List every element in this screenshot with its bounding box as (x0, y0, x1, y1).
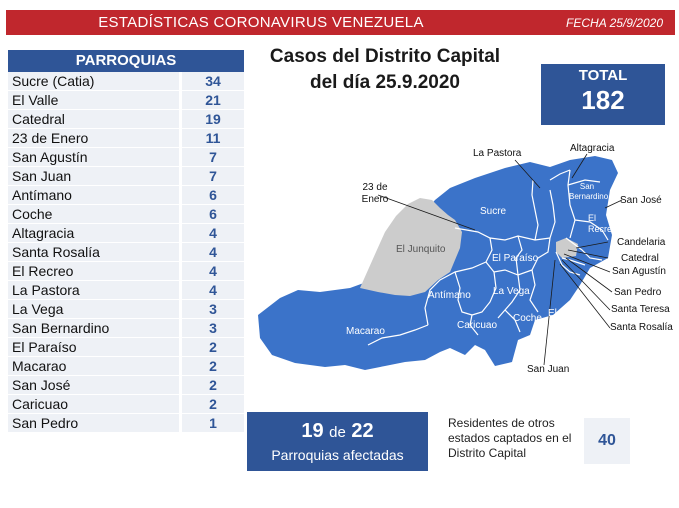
total-value: 182 (581, 85, 625, 115)
parroquia-value: 2 (182, 338, 244, 356)
parroquia-name: San José (8, 376, 179, 394)
affected-connector: de (329, 424, 346, 441)
parroquia-value: 2 (182, 395, 244, 413)
parroquia-row (8, 319, 244, 338)
parroquia-row (8, 91, 244, 110)
affected-count-line (247, 420, 428, 443)
map-label-antimano: Antímano (428, 290, 471, 301)
map-title-line2: del día 25.9.2020 (310, 72, 460, 93)
parroquia-value: 4 (182, 224, 244, 242)
parroquia-row (8, 262, 244, 281)
parroquia-row (8, 167, 244, 186)
parroquia-value: 4 (182, 262, 244, 280)
parroquia-row (8, 395, 244, 414)
parroquia-row (8, 72, 244, 91)
map-label-el-valle: El Valle (548, 308, 582, 319)
district-map (250, 140, 675, 375)
map-label-san-jose: San José (620, 195, 662, 206)
header-title: ESTADÍSTICAS CORONAVIRUS VENEZUELA (98, 14, 424, 31)
parroquia-value: 34 (182, 72, 244, 90)
parroquia-value: 2 (182, 357, 244, 375)
parroquia-name: Sucre (Catia) (8, 72, 179, 90)
parroquia-name: La Vega (8, 300, 179, 318)
parroquia-value: 7 (182, 167, 244, 185)
map-label-santa-teresa: Santa Teresa (611, 304, 670, 315)
map-title-line1: Casos del Distrito Capital (269, 46, 501, 67)
parroquia-name: El Recreo (8, 262, 179, 280)
parroquia-row (8, 148, 244, 167)
parroquia-name: Santa Rosalía (8, 243, 179, 261)
map-label-23-de-enero: 23 de Enero (361, 182, 389, 205)
header-bar (6, 10, 675, 35)
parroquia-value: 19 (182, 110, 244, 128)
parroquia-value: 6 (182, 205, 244, 223)
parroquia-value: 6 (182, 186, 244, 204)
map-label-el-paraiso: El Paraíso (492, 253, 539, 264)
parroquia-name: Antímano (8, 186, 179, 204)
map-label-macarao: Macarao (346, 326, 385, 337)
parroquia-name: Macarao (8, 357, 179, 375)
parroquia-name: La Pastora (8, 281, 179, 299)
map-label-caricuao: Caricuao (457, 320, 498, 331)
parroquia-row (8, 243, 244, 262)
affected-total: 22 (351, 420, 374, 442)
affected-count: 19 (301, 420, 324, 442)
parroquia-name: Altagracia (8, 224, 179, 242)
parroquia-name: San Agustín (8, 148, 179, 166)
map-label-san-juan: San Juan (527, 364, 570, 375)
parroquia-name: San Pedro (8, 414, 179, 432)
parroquia-value: 3 (182, 300, 244, 318)
parroquias-heading: PARROQUIAS (8, 50, 244, 72)
map-label-sucre: Sucre (480, 206, 507, 217)
parroquia-name: El Valle (8, 91, 179, 109)
parroquia-row (8, 376, 244, 395)
parroquia-name: San Bernardino (8, 319, 179, 337)
map-label-el-junquito: El Junquito (396, 244, 446, 255)
parroquia-row (8, 414, 244, 433)
parroquia-name: 23 de Enero (8, 129, 179, 147)
map-label-santa-rosalia: Santa Rosalía (610, 322, 673, 333)
total-box (541, 64, 665, 125)
parroquia-row (8, 110, 244, 129)
district-map-svg (250, 140, 675, 375)
parroquia-value: 21 (182, 91, 244, 109)
parroquia-row (8, 338, 244, 357)
parroquia-value: 11 (182, 129, 244, 147)
parroquias-table (8, 50, 244, 433)
parroquia-name: Coche (8, 205, 179, 223)
map-label-coche: Coche (513, 313, 542, 324)
parroquia-row (8, 186, 244, 205)
map-label-catedral: Catedral (621, 253, 659, 264)
parroquia-row (8, 357, 244, 376)
parroquia-row (8, 281, 244, 300)
affected-label: Parroquias afectadas (271, 447, 404, 463)
residents-value: 40 (584, 418, 630, 464)
parroquia-row (8, 205, 244, 224)
parroquia-value: 4 (182, 243, 244, 261)
parroquia-value: 7 (182, 148, 244, 166)
residents-text: Residentes de otros estados captados en el Distrito Capital (448, 416, 572, 460)
map-label-altagracia: Altagracia (570, 143, 615, 154)
map-label-el-recreo: El Recreo (588, 213, 618, 234)
parroquia-name: Caricuao (8, 395, 179, 413)
parroquia-value: 4 (182, 281, 244, 299)
parroquia-value: 3 (182, 319, 244, 337)
map-label-san-agustin: San Agustín (612, 266, 666, 277)
parroquia-row (8, 129, 244, 148)
parroquia-row (8, 300, 244, 319)
map-label-san-pedro: San Pedro (614, 287, 662, 298)
parroquia-name: Catedral (8, 110, 179, 128)
affected-parishes-box (247, 412, 428, 471)
map-label-la-pastora: La Pastora (473, 148, 522, 159)
map-title (250, 44, 520, 96)
total-label: TOTAL (578, 67, 628, 84)
parroquia-value: 2 (182, 376, 244, 394)
parroquia-name: El Paraíso (8, 338, 179, 356)
header-date: FECHA 25/9/2020 (566, 16, 663, 30)
parroquia-value: 1 (182, 414, 244, 432)
map-label-candelaria: Candelaria (617, 237, 666, 248)
map-label-la-vega: La Vega (493, 286, 530, 297)
parroquia-row (8, 224, 244, 243)
parroquia-name: San Juan (8, 167, 179, 185)
map-label-san-bernardino: San Bernardino (569, 182, 609, 201)
parroquias-rows (8, 72, 244, 433)
